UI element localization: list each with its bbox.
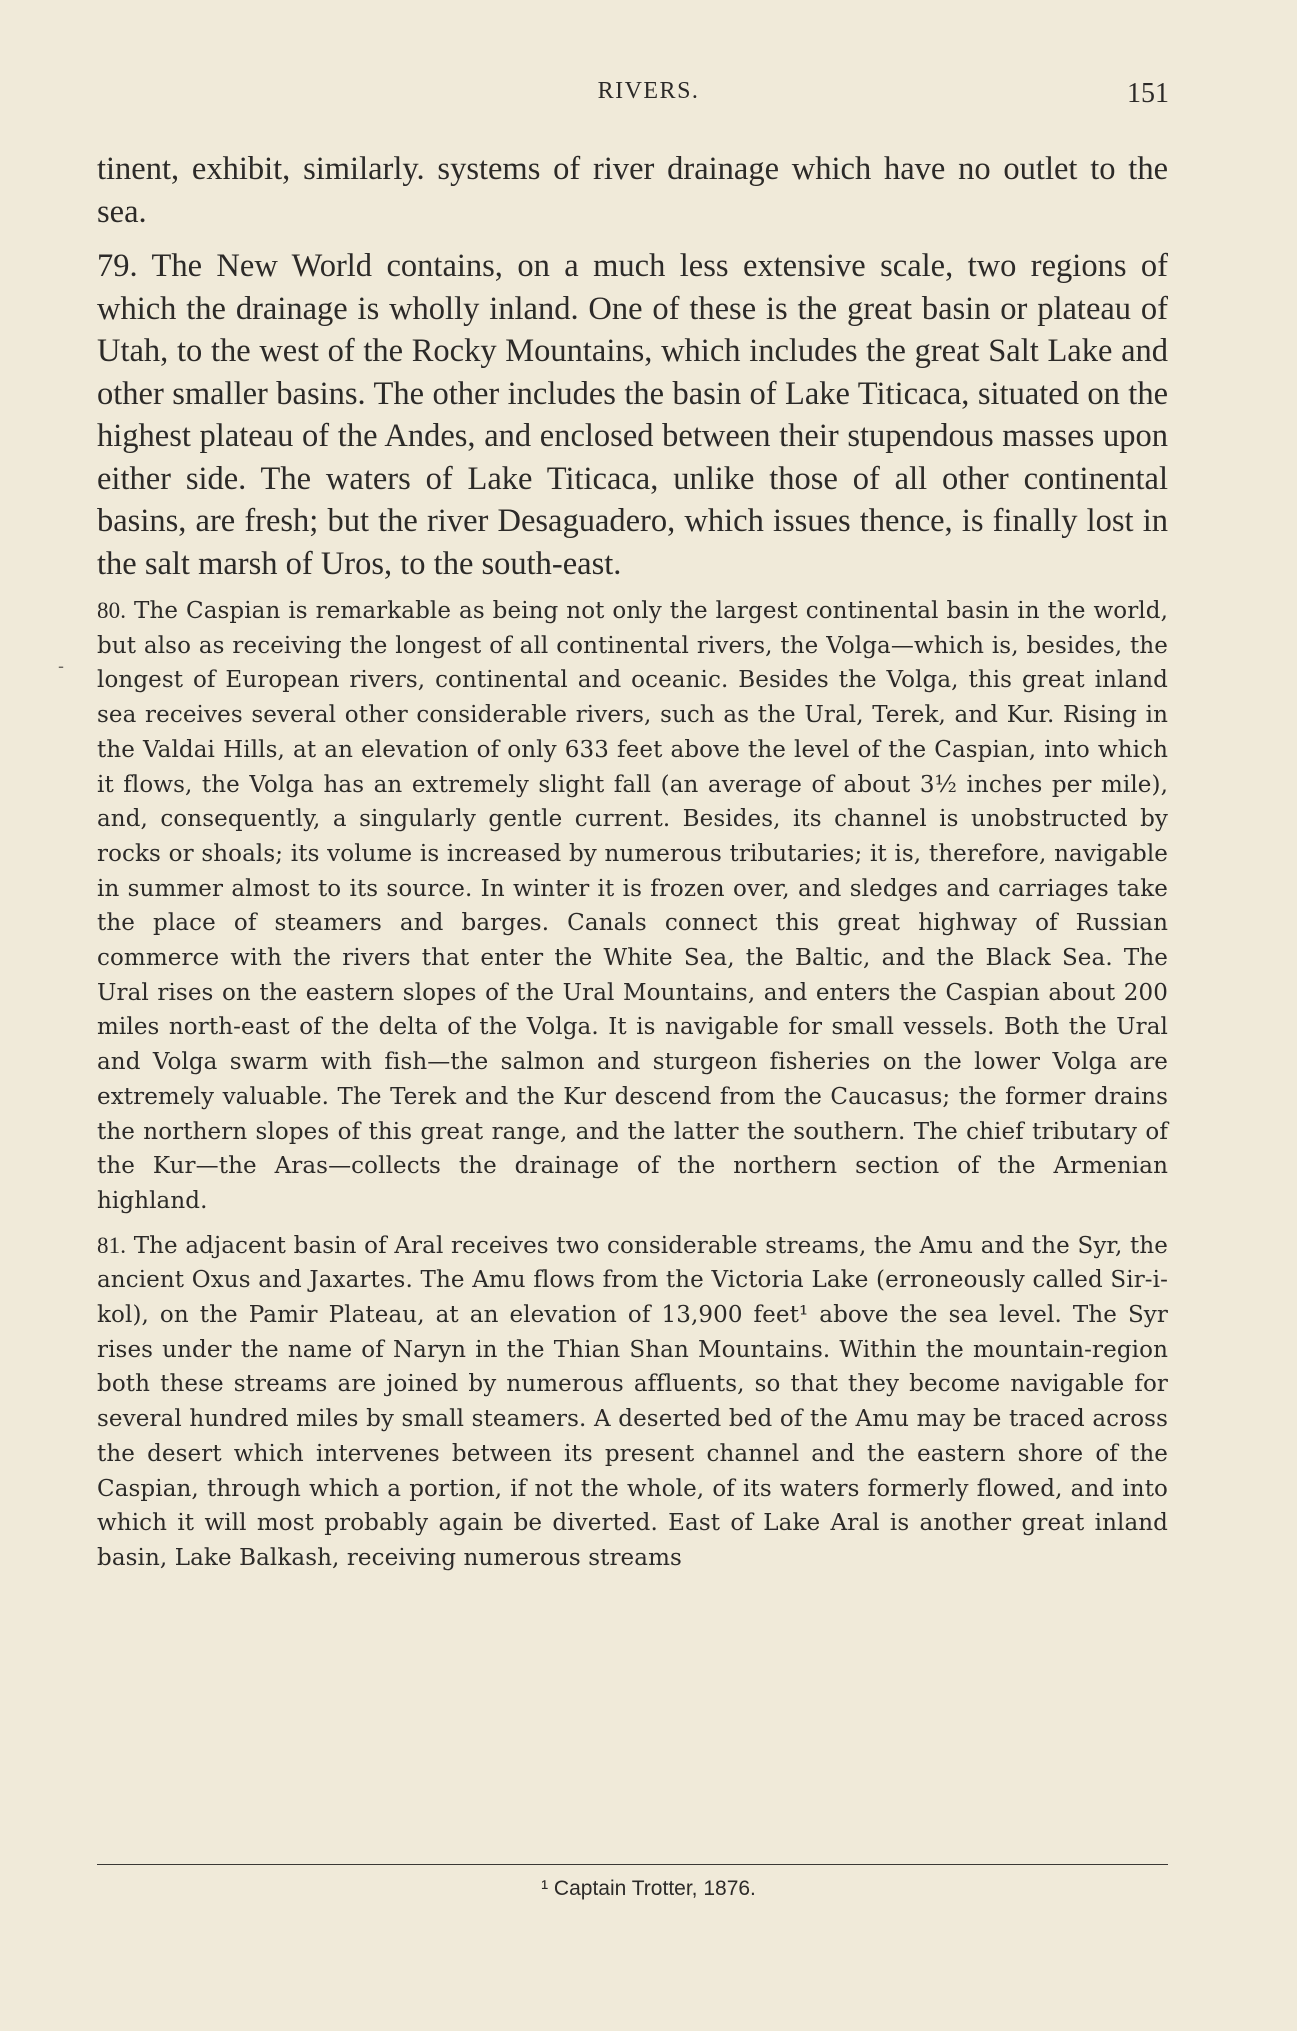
margin-mark: - [58,656,64,676]
paragraph-continuation [97,148,1168,233]
paragraph-number: 79. [97,248,138,284]
footnote: ¹ Captain Trotter, 1876. [541,1877,756,1900]
footnote-rule [97,1864,1168,1865]
paragraph-text: The adjacent basin of Aral receives two considerable streams, the Amu and the Syr, the ancient Oxus and Jaxartes. The Amu flows from the Victoria Lake (erroneously called Sir-i-kol), on the Pamir Plateau, at an elevation of 13,900 feet¹ above the sea level. The Syr rises under the name of Naryn in the Thian Shan Mountains. Within the mountain-region both these streams are joined by numerous affluents, so that they become navigable for several hundred miles by small steamers. A deserted bed of the Amu may be traced across the desert which intervenes between its present channel and the eastern shore of the Caspian, through which a portion, if not the whole, of its waters formerly flowed, and into which it will most probably again be diverted. East of Lake Aral is another great inland basin, Lake Balkash, receiving numerous streams [97,1232,1168,1571]
page-body [97,148,1168,1586]
paragraph-text: The New World contains, on a much less extensive scale, two regions of which the drainage is wholly inland. One of these is the great basin or plateau of Utah, to the west of the Rocky Mountains, which includes the great Salt Lake and other smaller basins. The other includes the basin of Lake Titicaca, situated on the highest plateau of the Andes, and enclosed between their stupendous masses upon either side. The waters of Lake Titicaca, unlike those of all other continental basins, are fresh; but the river Desaguadero, which issues thence, is finally lost in the salt marsh of Uros, to the south-east. [97,248,1168,582]
running-title: RIVERS. [597,78,700,104]
paragraph-81 [97,1229,1168,1576]
paragraph-79 [97,245,1168,585]
running-head [0,78,1297,114]
paragraph-text: The Caspian is remarkable as being not only the largest continental basin in the world, but also as receiving the longest of all continental rivers, the Volga—which is, besides, the longest of European rivers, continental and oceanic. Besides the Volga, this great inland sea receives several other considerable rivers, such as the Ural, Terek, and Kur. Rising in the Valdai Hills, at an elevation of only 633 feet above the level of the Caspian, into which it flows, the Volga has an extremely slight fall (an average of about 3½ inches per mile), and, consequently, a singularly gentle current. Besides, its channel is unobstructed by rocks or shoals; its volume is increased by numerous tributaries; it is, therefore, navigable in summer almost to its source. In winter it is frozen over, and sledges and carriages take the place of steamers and barges. Canals connect this great highway of Russian commerce with the rivers that enter the White Sea, the Baltic, and the Black Sea. The Ural rises on the eastern slopes of the Ural Mountains, and enters the Caspian about 200 miles north-east of the delta of the Volga. It is navigable for small vessels. Both the Ural and Volga swarm with fish—the salmon and sturgeon fisheries on the lower Volga are extremely valuable. The Terek and the Kur descend from the Caucasus; the former drains the northern slopes of this great range, and the latter the southern. The chief tributary of the Kur—the Aras—collects the drainage of the northern section of the Armenian highland. [97,598,1168,1214]
paragraph-number: 81. [97,1232,127,1258]
paragraph-80 [97,594,1168,1219]
paragraph-number: 80. [97,598,127,623]
page-number: 151 [1127,78,1169,109]
paragraph-text: tinent, exhibit, similarly. systems of river drainage which have no outlet to the sea. [97,151,1168,230]
